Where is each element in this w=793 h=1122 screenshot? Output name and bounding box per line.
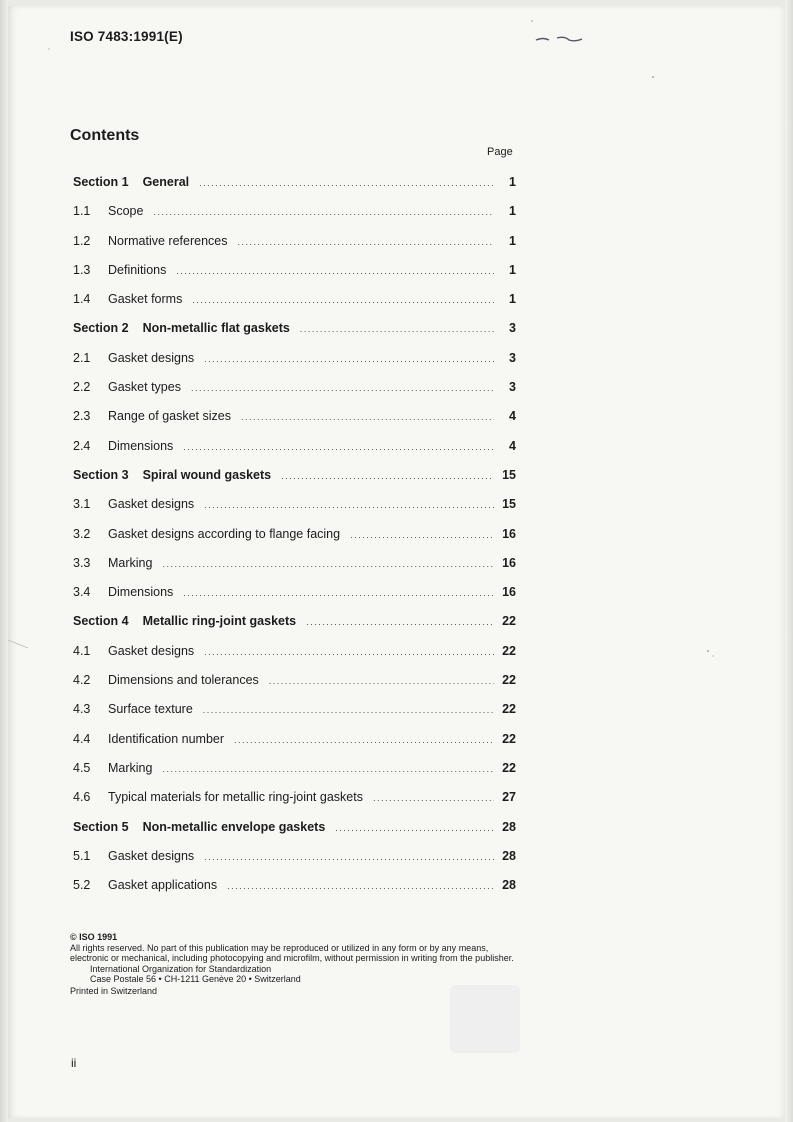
toc-entry-number: 1.1	[73, 204, 91, 219]
toc-item-row[interactable]	[73, 695, 516, 724]
page-number: ii	[71, 1056, 77, 1070]
toc-leader-dots	[234, 726, 494, 755]
toc-section-row[interactable]	[73, 607, 516, 636]
toc-leader-dots	[204, 843, 494, 872]
toc-leader-dots	[162, 550, 494, 579]
toc-entry-page: 22	[502, 643, 516, 658]
toc-entry-title: Gasket forms	[108, 292, 183, 307]
toc-leader-dots	[373, 784, 494, 813]
toc-entry-number: 4.4	[73, 731, 91, 746]
toc-entry-page: 22	[502, 614, 516, 629]
toc-leader-dots	[204, 491, 494, 520]
toc-item-row[interactable]	[73, 637, 516, 666]
toc-entry-title: Definitions	[108, 262, 167, 277]
toc-section-row[interactable]	[73, 813, 516, 842]
toc-entry-page: 22	[502, 673, 516, 688]
toc-entry-number: 2.3	[73, 409, 91, 424]
toc-entry-title: Non-metallic flat gaskets	[142, 321, 290, 336]
toc-entry-page: 3	[509, 321, 516, 336]
toc-item-row[interactable]	[73, 549, 516, 578]
toc-entry-number: 3.2	[73, 526, 91, 541]
toc-leader-dots	[300, 315, 494, 344]
toc-item-row[interactable]	[73, 871, 516, 900]
rights-statement: All rights reserved. No part of this publication may be reproduced or utilized in any form or by any means, electronic or mechanical, including photocopying and microfilm, without permission in writing from the publisher.	[70, 942, 514, 964]
toc-entry-title: Scope	[108, 204, 144, 219]
toc-entry-title: Gasket designs	[108, 350, 195, 365]
toc-entry-title: Marking	[108, 555, 153, 570]
toc-entry-number: 3.4	[73, 585, 91, 600]
toc-entry-page: 27	[502, 790, 516, 805]
toc-entry-page: 15	[502, 497, 516, 512]
toc-entry-title: Gasket designs	[108, 643, 195, 658]
toc-item-row[interactable]	[73, 520, 516, 549]
toc-entry-number: 4.3	[73, 702, 91, 717]
toc-item-row[interactable]	[73, 344, 516, 373]
toc-entry-number: Section 3	[73, 467, 129, 482]
toc-entry-page: 1	[509, 204, 516, 219]
printed-in: Printed in Switzerland	[70, 985, 158, 996]
toc-entry-title: Marking	[108, 760, 153, 775]
toc-entry-page: 15	[502, 467, 516, 482]
toc-entry-page: 1	[509, 175, 516, 189]
toc-entry-number: 5.2	[73, 878, 91, 893]
toc-entry-title: Typical materials for metallic ring-joint gaskets	[108, 790, 363, 805]
toc-leader-dots	[306, 608, 494, 637]
toc-item-row[interactable]	[73, 197, 516, 226]
scan-edge-left	[0, 0, 8, 1122]
toc-leader-dots	[183, 579, 494, 608]
toc-leader-dots	[203, 696, 494, 725]
toc-entry-title: Identification number	[108, 731, 225, 746]
toc-section-row[interactable]	[73, 314, 516, 343]
toc-leader-dots	[204, 638, 494, 667]
toc-leader-dots	[281, 462, 494, 491]
toc-item-row[interactable]	[73, 373, 516, 402]
toc-leader-dots	[192, 286, 494, 315]
toc-leader-dots	[350, 521, 494, 550]
toc-entry-page: 22	[502, 760, 516, 775]
toc-entry-number: Section 4	[73, 614, 129, 629]
toc-item-row[interactable]	[73, 285, 516, 314]
toc-entry-title: Non-metallic envelope gaskets	[142, 819, 326, 834]
toc-entry-page: 22	[502, 702, 516, 717]
toc-entry-page: 28	[502, 848, 516, 863]
toc-entry-number: 1.4	[73, 292, 91, 307]
toc-entry-title: Dimensions	[108, 585, 174, 600]
toc-entry-number: Section 2	[73, 321, 129, 336]
page-column-label: Page	[487, 146, 513, 158]
toc-item-row[interactable]	[73, 783, 516, 812]
toc-entry-title: Dimensions	[108, 438, 174, 453]
toc-entry-page: 16	[502, 526, 516, 541]
toc-entry-number: Section 5	[73, 819, 129, 834]
toc-entry-title: Gasket applications	[108, 878, 218, 893]
toc-entry-page: 16	[502, 585, 516, 600]
toc-section-row[interactable]	[73, 461, 516, 490]
copyright-notice	[70, 932, 520, 997]
toc-entry-number: 4.2	[73, 673, 91, 688]
toc-entry-title: Range of gasket sizes	[108, 409, 231, 424]
toc-item-row[interactable]	[73, 432, 516, 461]
toc-entry-page: 3	[509, 350, 516, 365]
toc-leader-dots	[335, 814, 494, 843]
toc-entry-page: 3	[509, 380, 516, 395]
toc-entry-title: Surface texture	[108, 702, 193, 717]
toc-entry-page: 4	[509, 438, 516, 453]
toc-item-row[interactable]	[73, 227, 516, 256]
toc-entry-page: 1	[509, 233, 516, 248]
toc-entry-page: 4	[509, 409, 516, 424]
toc-item-row[interactable]	[73, 402, 516, 431]
toc-entry-page: 28	[502, 819, 516, 834]
toc-item-row[interactable]	[73, 754, 516, 783]
toc-entry-number: 2.2	[73, 380, 91, 395]
document-id: ISO 7483:1991(E)	[70, 29, 183, 44]
toc-entry-page: 1	[509, 262, 516, 277]
table-of-contents	[73, 168, 516, 900]
scan-edge-right	[785, 0, 793, 1122]
toc-leader-dots	[153, 198, 494, 227]
toc-entry-number: 1.2	[73, 233, 91, 248]
toc-entry-number: 2.1	[73, 350, 91, 365]
toc-entry-number: 4.5	[73, 760, 91, 775]
toc-leader-dots	[204, 345, 494, 374]
copyright-line: © ISO 1991	[70, 932, 118, 942]
toc-entry-title: General	[142, 175, 190, 189]
toc-leader-dots	[199, 169, 494, 198]
toc-entry-number: Section 1	[73, 175, 129, 189]
toc-entry-title: Spiral wound gaskets	[142, 467, 272, 482]
toc-item-row[interactable]	[73, 490, 516, 519]
toc-leader-dots	[162, 755, 494, 784]
toc-item-row[interactable]	[73, 256, 516, 285]
toc-leader-dots	[269, 667, 494, 696]
toc-entry-title: Gasket designs according to flange facing	[108, 526, 341, 541]
toc-entry-number: 2.4	[73, 438, 91, 453]
toc-entry-number: 3.3	[73, 555, 91, 570]
toc-leader-dots	[238, 228, 495, 257]
toc-item-row[interactable]	[73, 666, 516, 695]
organization-name: International Organization for Standardization	[90, 963, 272, 974]
toc-leader-dots	[191, 374, 494, 403]
toc-leader-dots	[241, 403, 494, 432]
toc-entry-page: 22	[502, 731, 516, 746]
toc-entry-title: Gasket designs	[108, 497, 195, 512]
toc-entry-title: Metallic ring-joint gaskets	[142, 614, 297, 629]
toc-entry-title: Dimensions and tolerances	[108, 673, 259, 688]
contents-heading: Contents	[70, 127, 140, 144]
toc-entry-title: Gasket designs	[108, 848, 195, 863]
toc-entry-page: 16	[502, 555, 516, 570]
toc-entry-page: 28	[502, 878, 516, 893]
toc-entry-title: Gasket types	[108, 380, 181, 395]
toc-entry-number: 1.3	[73, 262, 91, 277]
toc-entry-number: 5.1	[73, 848, 91, 863]
toc-entry-title: Normative references	[108, 233, 228, 248]
toc-item-row[interactable]	[73, 578, 516, 607]
pen-mark-icon	[535, 34, 583, 44]
toc-entry-number: 4.1	[73, 643, 91, 658]
toc-entry-page: 1	[509, 292, 516, 307]
organization-address: Case Postale 56 • CH-1211 Genève 20 • Switzerland	[90, 974, 301, 985]
toc-item-row[interactable]	[73, 725, 516, 754]
toc-leader-dots	[227, 872, 494, 901]
toc-leader-dots	[183, 433, 494, 462]
toc-section-row[interactable]	[73, 168, 516, 197]
toc-leader-dots	[176, 257, 494, 286]
toc-item-row[interactable]	[73, 842, 516, 871]
toc-entry-number: 3.1	[73, 497, 91, 512]
toc-entry-number: 4.6	[73, 790, 91, 805]
